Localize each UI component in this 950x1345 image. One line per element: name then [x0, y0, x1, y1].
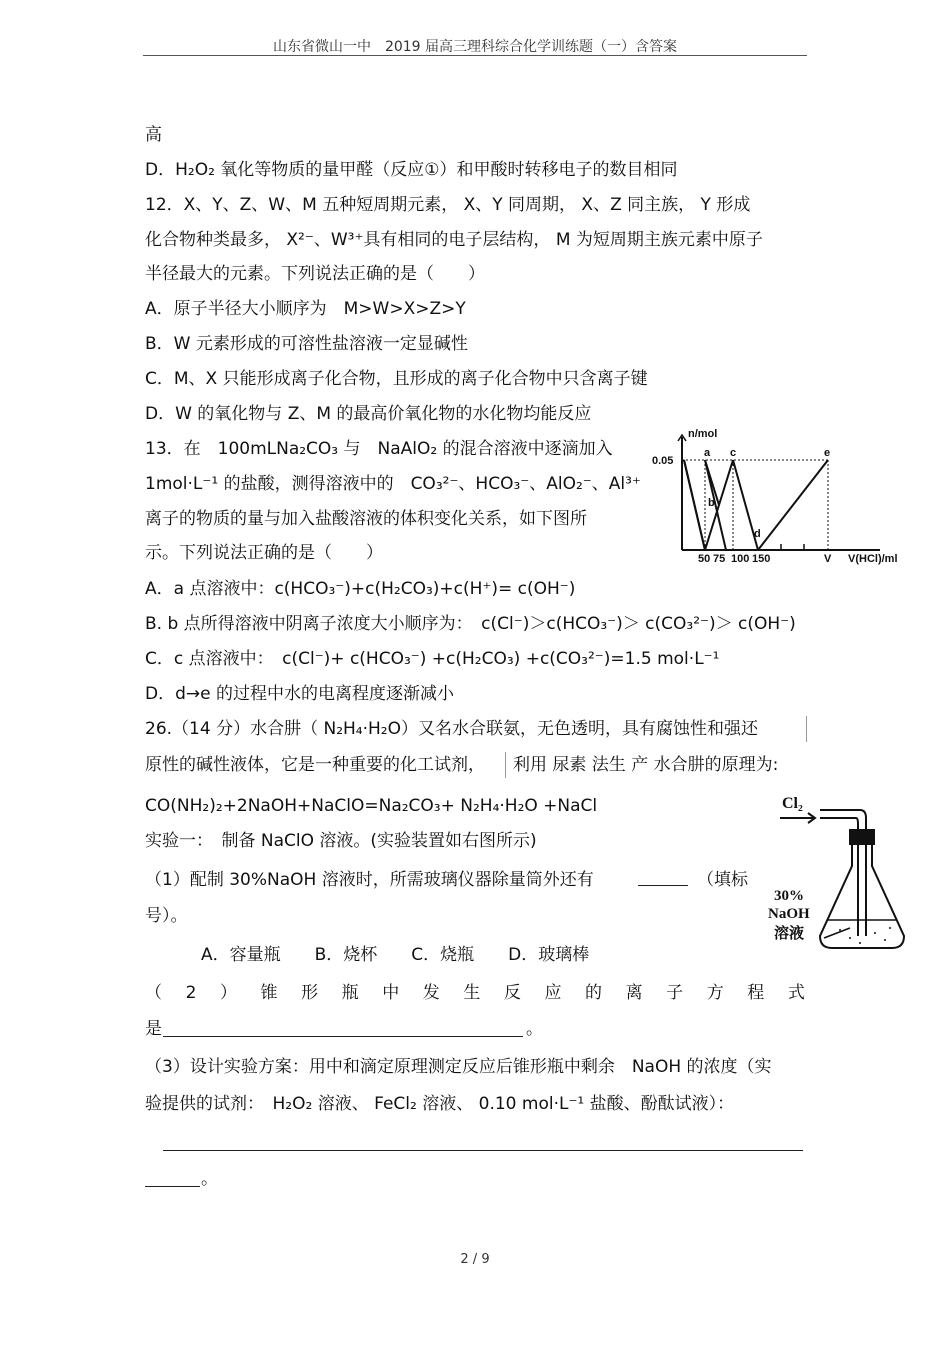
option-a: A．原子半径大小顺序为 M>W>X>Z>Y — [145, 299, 466, 319]
point-e: e — [824, 447, 831, 459]
solution-label: NaOH — [768, 906, 810, 922]
point-a: a — [704, 447, 711, 459]
margin-mark — [806, 716, 807, 742]
page-number: 2 / 9 — [460, 1252, 490, 1267]
option-b: B. b 点所得溶液中阴离子浓度大小顺序为： c(Cl⁻)＞c(HCO₃⁻)＞ c(CO₃²⁻)＞ c(OH⁻) — [145, 614, 796, 634]
solution-label: 30% — [774, 888, 804, 904]
series-alo2 — [684, 460, 705, 550]
question-26-stem: 利用 尿素 法生 产 水合肼的原理为: — [513, 755, 779, 775]
answer-blank-3[interactable] — [163, 1134, 803, 1151]
option-c: C．c 点溶液中： c(Cl⁻)+ c(HCO₃⁻) +c(H₂CO₃) +c(CO₃²⁻)=1.5 mol·L⁻¹ — [145, 649, 720, 669]
liquid-dot — [839, 929, 841, 931]
subquestion-3: 验提供的试剂： H₂O₂ 溶液、 FeCl₂ 溶液、 0.10 mol·L⁻¹ 盐酸、酚酞试液）： — [145, 1094, 735, 1114]
question-13-stem: 1mol·L⁻¹ 的盐酸，测得溶液中的 CO₃²⁻、HCO₃⁻、AlO₂⁻、Al³⁺ — [145, 474, 641, 494]
pointer-line — [824, 928, 850, 938]
question-26-stem: 原性的碱性液体，它是一种重要的化工试剂， — [145, 755, 485, 775]
liquid-dot — [859, 942, 861, 944]
x-tick-label: 50 — [698, 553, 711, 565]
question-13-stem: 离子的物质的量与加入盐酸溶液的体积变化关系，如下图所 — [145, 509, 587, 529]
point-c: c — [730, 447, 737, 459]
reaction-equation: CO(NH₂)₂+2NaOH+NaClO=Na₂CO₃+ N₂H₄·H₂O +NaCl — [145, 796, 598, 816]
subquestion-1: （1）配制 30%NaOH 溶液时，所需玻璃仪器除量筒外还有 — [145, 870, 594, 890]
answer-blank-2[interactable] — [163, 1020, 523, 1037]
header-rule — [143, 55, 807, 56]
point-b: b — [708, 497, 715, 509]
ion-amount-graph — [648, 425, 918, 570]
option-d: D．d→e 的过程中水的电离程度逐渐减小 — [145, 684, 454, 704]
gas-tube-outer — [820, 810, 866, 936]
stopper — [850, 830, 874, 844]
y-axis-label: n/mol — [688, 428, 718, 440]
x-axis-label: V(HCl)/ml — [848, 553, 898, 565]
subquestion-2-label: 是 — [145, 1019, 162, 1039]
subquestion-1-options: A．容量瓶 B．烧杯 C．烧瓶 D．玻璃棒 — [201, 945, 590, 965]
answer-blank-3-cont[interactable] — [145, 1170, 200, 1187]
page-header: 山东省微山一中 2019 届高三理科综合化学训练题（一）含答案 — [272, 39, 678, 55]
subquestion-1-tail: 号）。 — [145, 906, 188, 926]
question-26-stem: 26.（14 分）水合肼（ N₂H₄·H₂O）又名水合联氨，无色透明，具有腐蚀性和强还 — [145, 719, 758, 739]
question-13-stem: 示。下列说法正确的是（ ） — [145, 543, 383, 563]
option-d: D．W 的氧化物与 Z、M 的最高价氧化物的水化物均能反应 — [145, 404, 592, 424]
apparatus-diagram — [760, 788, 920, 968]
question-12-stem: 化合物种类最多， X²⁻、W³⁺具有相同的电子层结构， M 为短周期主族元素中原子 — [145, 230, 763, 250]
flask-body — [820, 844, 904, 948]
x-tick-label: V — [824, 553, 832, 565]
text-line: 高 — [145, 125, 162, 145]
subquestion-3-end: 。 — [201, 1169, 218, 1189]
text-line: D．H₂O₂ 氧化等物质的量甲醛（反应①）和甲酸时转移电子的数目相同 — [145, 160, 678, 180]
subquestion-2: （ 2 ） 锥 形 瓶 中 发 生 反 应 的 离 子 方 程 式 — [145, 983, 805, 1003]
option-a: A．a 点溶液中：c(HCO₃⁻)+c(H₂CO₃)+c(H⁺)= c(OH⁻) — [145, 579, 576, 599]
experiment-title: 实验一： 制备 NaClO 溶液。(实验装置如右图所示) — [145, 831, 537, 851]
liquid-dot — [849, 937, 851, 939]
question-12-stem: 12．X、Y、Z、W、M 五种短周期元素， X、Y 同周期， X、Z 同主族， Y 形成 — [145, 195, 751, 215]
y-tick-label: 0.05 — [652, 455, 674, 467]
point-d: d — [754, 528, 761, 540]
option-c: C．M、X 只能形成离子化合物，且形成的离子化合物中只含离子键 — [145, 369, 648, 389]
liquid-dot — [874, 932, 876, 934]
gas-label: Cl₂ — [782, 795, 803, 812]
solution-label: 溶液 — [774, 926, 805, 942]
x-tick-label: 75 — [713, 553, 726, 565]
question-13-stem: 13．在 100mLNa₂CO₃ 与 NaAlO₂ 的混合溶液中逐滴加入 — [145, 439, 613, 459]
x-tick-label: 150 — [752, 553, 771, 565]
answer-blank-1[interactable] — [638, 869, 688, 886]
subquestion-3: （3）设计实验方案：用中和滴定原理测定反应后锥形瓶中剩余 NaOH 的浓度（实 — [145, 1057, 772, 1077]
series-al3 — [758, 460, 828, 550]
liquid-dot — [889, 927, 891, 929]
margin-mark — [505, 752, 506, 778]
option-b: B．W 元素形成的可溶性盐溶液一定显碱性 — [145, 334, 468, 354]
question-12-stem: 半径最大的元素。下列说法正确的是（ ） — [145, 264, 485, 284]
x-tick-label: 100 — [731, 553, 750, 565]
subquestion-1-tail: （填标 — [697, 870, 748, 890]
subquestion-2-end: 。 — [526, 1019, 543, 1039]
liquid-dot — [884, 939, 886, 941]
